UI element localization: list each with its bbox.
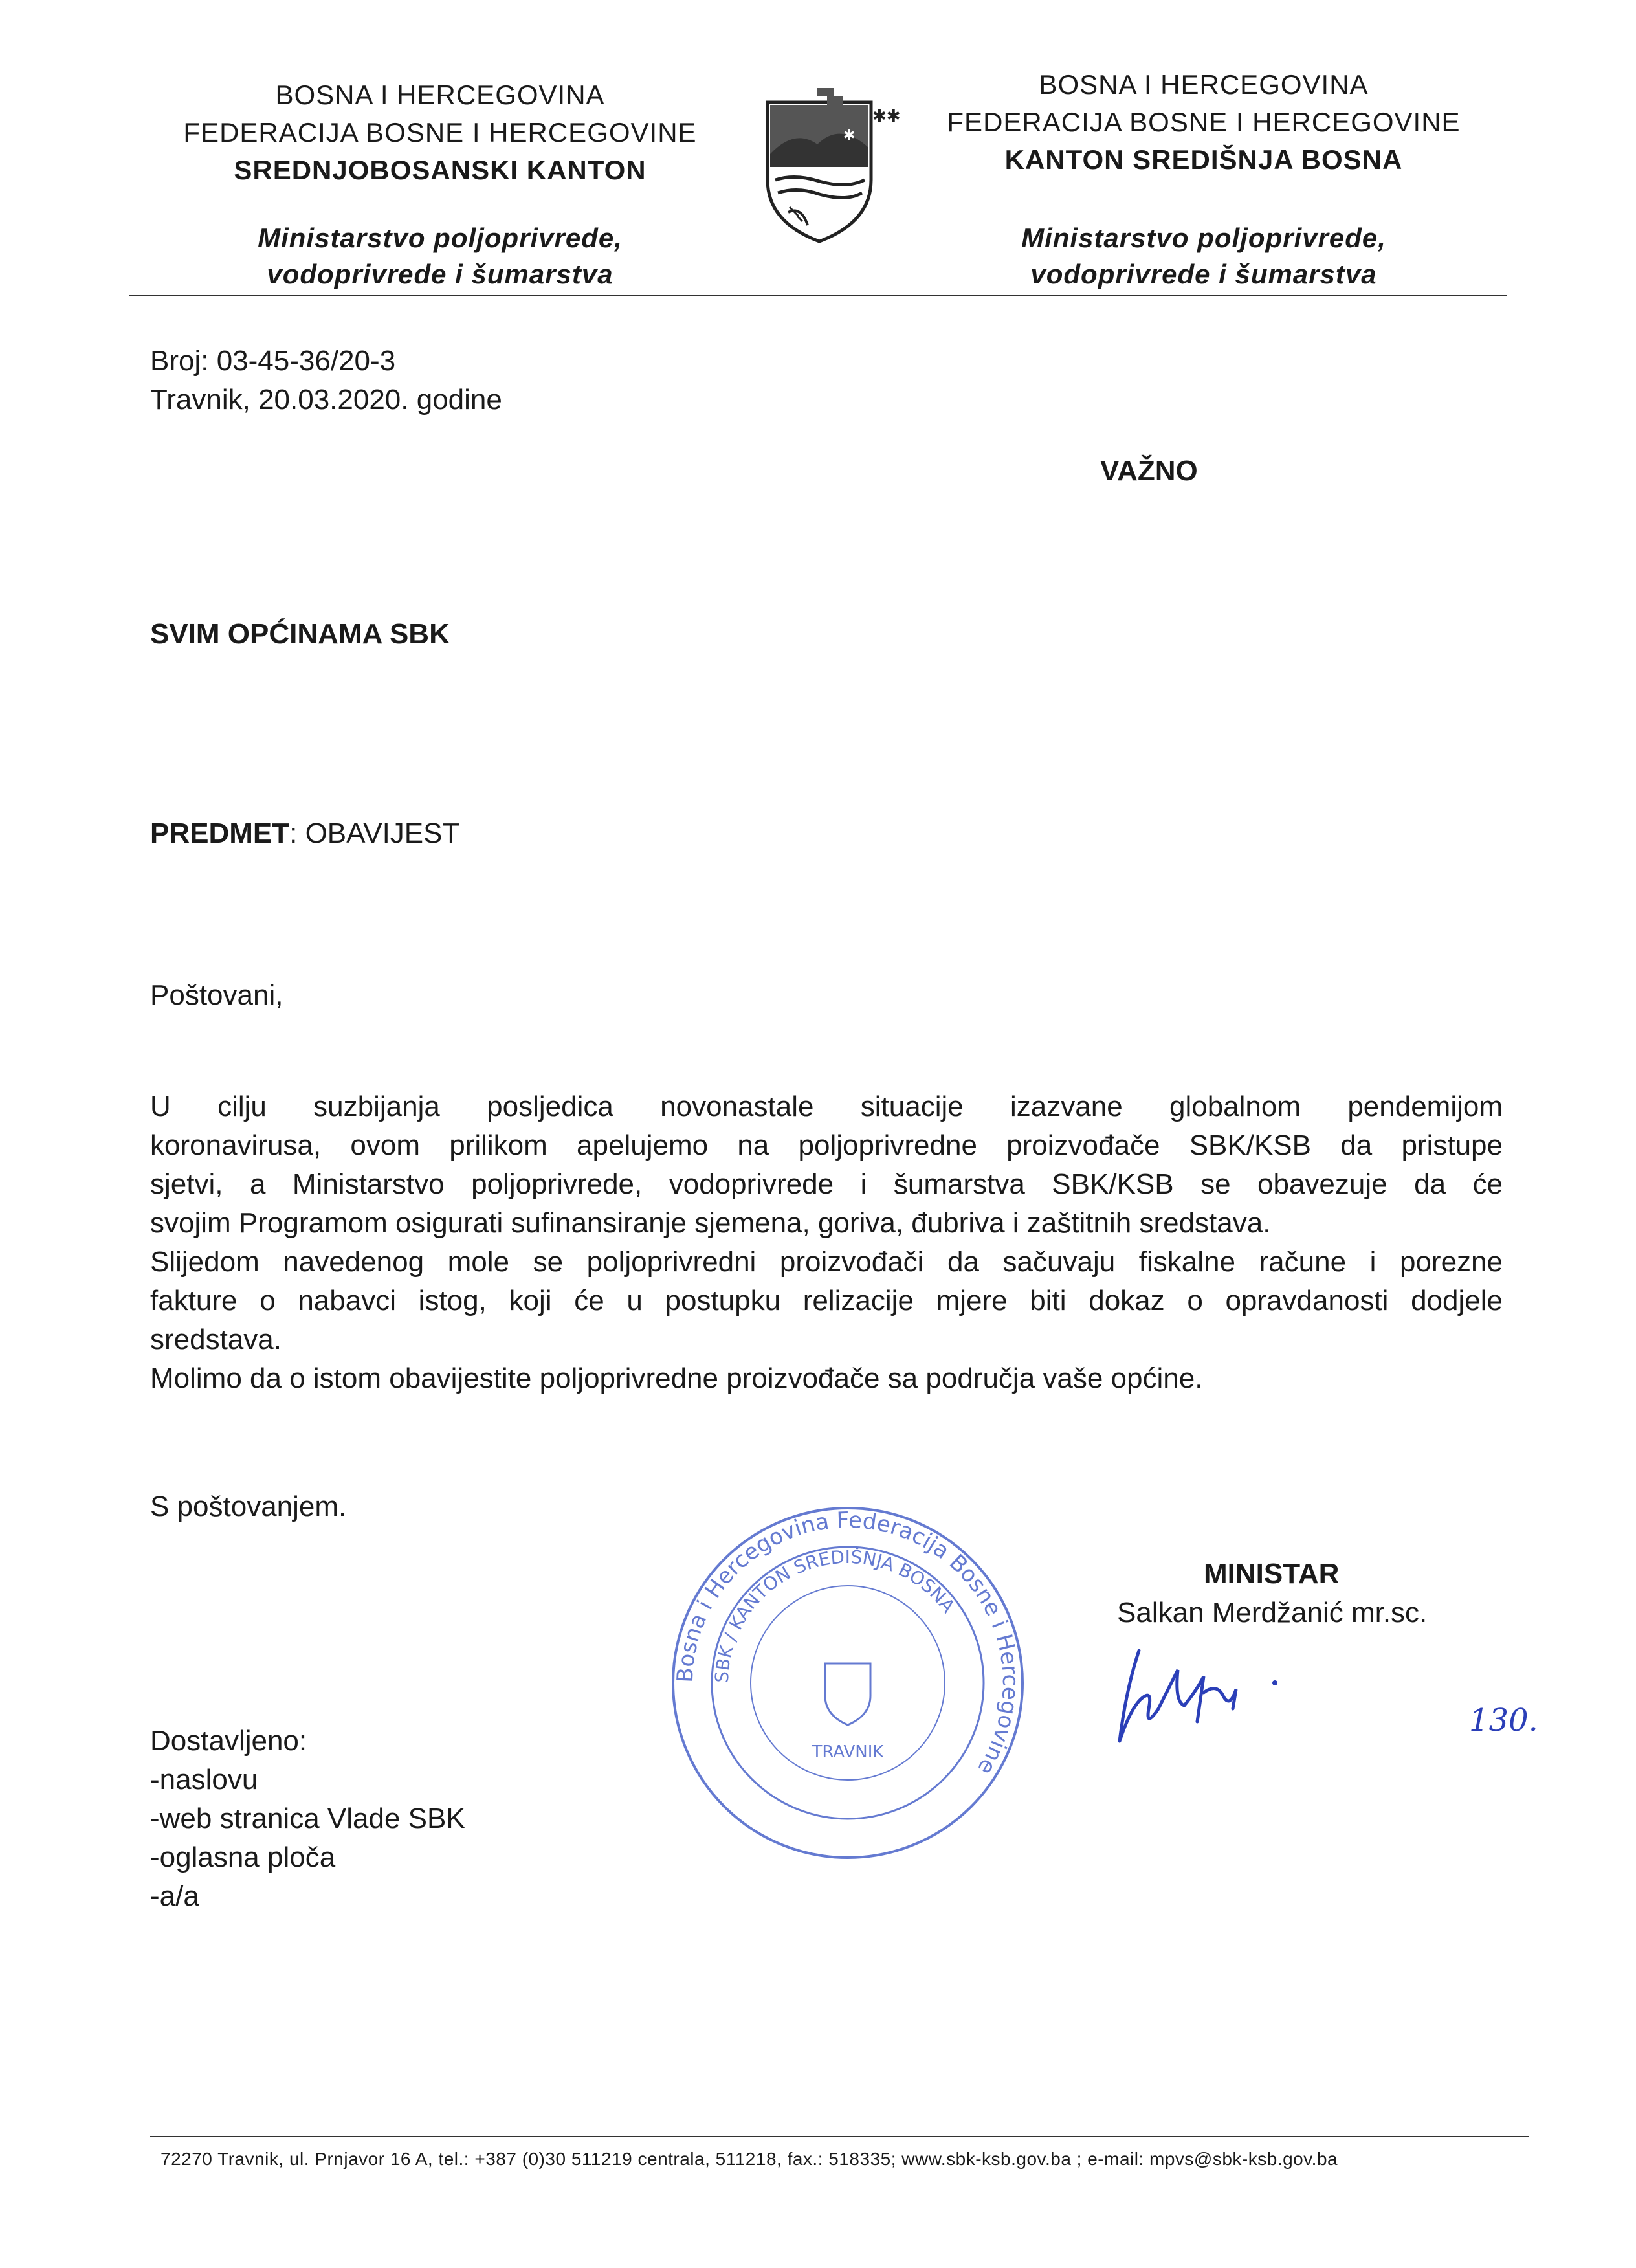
body-line: Molimo da o istom obavijestite poljoprivredne proizvođače sa područja vaše općine.: [150, 1362, 1203, 1394]
header-right-federation: FEDERACIJA BOSNE I HERCEGOVINE: [947, 107, 1461, 137]
stamp-outer-text: Bosna i Hercegovina Federacija Bosne i Hercegovine: [672, 1507, 1024, 1779]
body-line: koronavirusa, ovom prilikom apelujemo na poljoprivredne proizvođače SBK/KSB da pristupe: [150, 1129, 1503, 1161]
delivered-item: -web stranica Vlade SBK: [150, 1803, 465, 1834]
body-line: fakture o nabavci istog, koji će u postupku relizacije mjere biti dokaz o opravdanosti dodjele: [150, 1285, 1503, 1317]
header-left-ministry-line2: vodoprivrede i šumarstva: [267, 259, 614, 289]
subject-value: : OBAVIJEST: [289, 817, 460, 849]
header-right-ministry-line1: Ministarstvo poljoprivrede,: [1021, 223, 1386, 253]
stamp-inner-text: SBK / KANTON SREDIŠNJA BOSNA: [711, 1546, 959, 1684]
header-left-federation: FEDERACIJA BOSNE I HERCEGOVINE: [183, 117, 697, 148]
svg-text:✱✱: ✱✱: [872, 107, 901, 126]
delivered-item: -a/a: [150, 1880, 199, 1912]
header-left-country: BOSNA I HERCEGOVINA: [275, 80, 605, 110]
coat-of-arms-icon: [756, 83, 901, 245]
official-stamp: [667, 1502, 1029, 1864]
letter-body: [150, 1087, 1503, 1398]
header-right: [893, 66, 1514, 293]
delivered-block: [150, 1722, 465, 1916]
subject: [150, 814, 459, 853]
document-number: Broj: 03-45-36/20-3: [150, 345, 396, 377]
svg-text:✱: ✱: [843, 128, 856, 144]
body-line: Slijedom navedenog mole se poljoprivredni proizvođači da sačuvaju fiskalne račune i porezne: [150, 1246, 1503, 1278]
recipient: SVIM OPĆINAMA SBK: [150, 618, 450, 650]
signature-name: Salkan Merdžanić mr.sc.: [1117, 1597, 1428, 1629]
important-label: VAŽNO: [1100, 455, 1198, 487]
header-left-ministry-line1: Ministarstvo poljoprivrede,: [258, 223, 623, 253]
place-date: Travnik, 20.03.2020. godine: [150, 384, 502, 416]
footer-divider: [150, 2136, 1529, 2137]
body-line: U cilju suzbijanja posljedica novonastale situacije izazvane globalnom pendemijom: [150, 1091, 1503, 1122]
body-line: sredstava.: [150, 1324, 282, 1355]
header-right-canton: KANTON SREDIŠNJA BOSNA: [1004, 144, 1403, 175]
signature-title: MINISTAR: [1204, 1558, 1340, 1590]
header-left: [129, 76, 751, 293]
handwritten-signature: [1100, 1631, 1294, 1754]
handwritten-note: 130.: [1469, 1702, 1538, 1739]
stamp-center-text: TRAVNIK: [812, 1742, 884, 1762]
footer-contact: 72270 Travnik, ul. Prnjavor 16 A, tel.: +387 (0)30 511219 centrala, 511218, fax.: 518335; www.sbk-ksb.gov.ba ; e-mail: mpvs@sbk-ksb.gov.ba: [160, 2149, 1338, 2169]
closing: S poštovanjem.: [150, 1491, 347, 1522]
delivered-item: -oglasna ploča: [150, 1841, 336, 1873]
header-right-country: BOSNA I HERCEGOVINA: [1039, 69, 1369, 100]
header-divider: [129, 295, 1507, 296]
salutation: Poštovani,: [150, 979, 283, 1011]
header-right-ministry-line2: vodoprivrede i šumarstva: [1030, 259, 1377, 289]
body-line: sjetvi, a Ministarstvo poljoprivrede, vodoprivrede i šumarstva SBK/KSB se obavezuje da će: [150, 1168, 1503, 1200]
delivered-item: -naslovu: [150, 1764, 258, 1796]
header-left-canton: SREDNJOBOSANSKI KANTON: [234, 155, 647, 185]
subject-label: PREDMET: [150, 817, 290, 849]
delivered-title: Dostavljeno:: [150, 1725, 307, 1757]
body-line: svojim Programom osigurati sufinansiranje sjemena, goriva, đubriva i zaštitnih sredstava.: [150, 1207, 1271, 1239]
